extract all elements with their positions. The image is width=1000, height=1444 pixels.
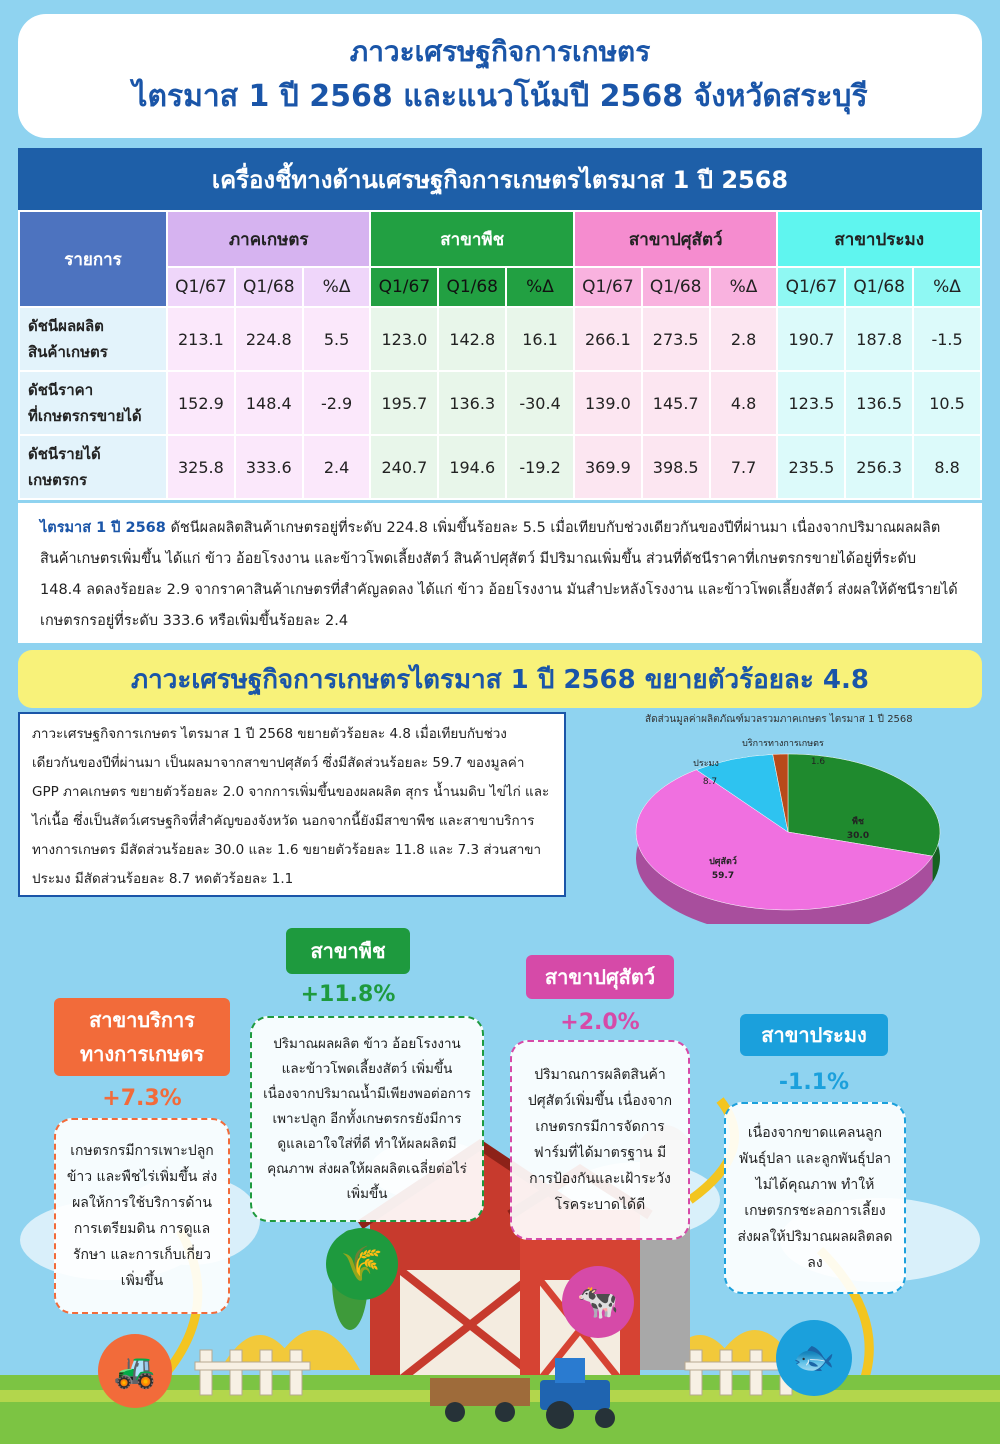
table-cell: 136.3: [438, 371, 506, 435]
group-header-crop: สาขาพืช: [370, 211, 573, 267]
table-cell: 123.0: [370, 307, 438, 371]
summary-body: ดัชนีผลผลิตสินค้าเกษตรอยู่ที่ระดับ 224.8 เพิ่มขึ้นร้อยละ 5.5 เมื่อเทียบกับช่วงเดียวกันของปีที่ผ่านมา เนื่องจากปริมาณผลผลิตสินค้าเกษตรเพิ่มขึ้น ได้แก่ ข้าว อ้อยโรงงาน และข้าวโพดเลี้ยงสัตว์ สินค้าปศุสัตว์ มีปริมาณเพิ่มขึ้น ส่วนที่ดัชนีราคาที่เกษตรกรขายได้อยู่ที่ระดับ 148.4 ลดลงร้อยละ 2.9 จากราคาสินค้าเกษตรที่สำคัญลดลง ได้แก่ ข้าว อ้อยโรงงาน มันสำปะหลังโรงงาน และข้าวโพดเลี้ยงสัตว์ ส่งผลให้ดัชนีรายได้เกษตรกรอยู่ที่ระดับ 333.6 หรือเพิ่มขึ้นร้อยละ 2.4: [40, 520, 958, 629]
pie-label-value-3: 1.6: [810, 757, 826, 767]
subcol-0-0: Q1/67: [167, 267, 235, 307]
subcol-2-0: Q1/67: [574, 267, 642, 307]
row-label-line1: ดัชนีผลผลิต: [28, 317, 104, 335]
table-cell: 187.8: [845, 307, 913, 371]
table-cell: 10.5: [913, 371, 981, 435]
pie-chart: [628, 724, 948, 924]
title-box: [18, 14, 982, 138]
table-cell: 190.7: [777, 307, 845, 371]
table-cell: 398.5: [642, 435, 710, 499]
sector-crop-label: สาขาพืช: [286, 928, 410, 974]
summary-lead: ไตรมาส 1 ปี 2568: [40, 520, 166, 536]
sector-service-card: เกษตรกรมีการเพาะปลูกข้าว และพืชไร่เพิ่มขึ้น ส่งผลให้การใช้บริการด้านการเตรียมดิน การดูแลรักษา และการเก็บเกี่ยวเพิ่มขึ้น: [54, 1118, 230, 1314]
gpp-paragraph: ภาวะเศรษฐกิจการเกษตร ไตรมาส 1 ปี 2568 ขยายตัวร้อยละ 4.8 เมื่อเทียบกับช่วงเดียวกันของปีที่ผ่านมา เป็นผลมาจากสาขาปศุสัตว์ ซึ่งมีสัดส่วนร้อยละ 59.7 ของมูลค่า GPP ภาคเกษตร ขยายตัวร้อยละ 2.0 จากการเพิ่มขึ้นของผลผลิต สุกร น้ำนมดิบ ไข่ไก่ และไก่เนื้อ ซึ่งเป็นสัตว์เศรษฐกิจที่สำคัญของจังหวัด นอกจากนี้ยังมีสาขาพืช และสาขาบริการทางการเกษตร มีสัดส่วนร้อยละ 30.0 และ 1.6 ขยายตัวร้อยละ 11.8 และ 7.3 ส่วนสาขาประมง มีสัดส่วนร้อยละ 8.7 หดตัวร้อยละ 1.1: [18, 712, 566, 897]
table-cell: 256.3: [845, 435, 913, 499]
row-label: [19, 435, 167, 499]
table-cell: 2.8: [710, 307, 778, 371]
table-cell: 123.5: [777, 371, 845, 435]
sector-fishery-label: สาขาประมง: [740, 1014, 888, 1056]
table-cell: 213.1: [167, 307, 235, 371]
row-label: [19, 307, 167, 371]
summary-text: [18, 503, 982, 643]
subcol-0-1: Q1/68: [235, 267, 303, 307]
sector-livestock-label: สาขาปศุสัตว์: [526, 955, 674, 999]
pie-label-value-0: 30.0: [846, 831, 870, 841]
subcol-1-1: Q1/68: [438, 267, 506, 307]
indicator-heading: เครื่องชี้ทางด้านเศรษฐกิจการเกษตรไตรมาส 1 ปี 2568: [18, 148, 982, 210]
pie-label-name-1: ปศุสัตว์: [709, 857, 737, 867]
row-label-line2: เกษตรกร: [28, 471, 88, 489]
pie-label-name-3: บริการทางการเกษตร: [742, 739, 824, 749]
indicator-table: [18, 210, 982, 500]
table-cell: 224.8: [235, 307, 303, 371]
gpp-banner: ภาวะเศรษฐกิจการเกษตรไตรมาส 1 ปี 2568 ขยายตัวร้อยละ 4.8: [18, 650, 982, 708]
subcol-3-2: %Δ: [913, 267, 981, 307]
table-cell: 8.8: [913, 435, 981, 499]
table-row: [19, 371, 981, 435]
subcol-3-1: Q1/68: [845, 267, 913, 307]
pie-label-name-0: พืช: [851, 817, 865, 827]
subcol-3-0: Q1/67: [777, 267, 845, 307]
table-cell: 273.5: [642, 307, 710, 371]
table-cell: 325.8: [167, 435, 235, 499]
table-cell: 4.8: [710, 371, 778, 435]
sector-fishery-change: -1.1%: [778, 1070, 850, 1095]
table-cell: 142.8: [438, 307, 506, 371]
table-cell: 195.7: [370, 371, 438, 435]
table-cell: 139.0: [574, 371, 642, 435]
table-cell: 5.5: [303, 307, 371, 371]
group-header-fishery: สาขาประมง: [777, 211, 981, 267]
table-row: [19, 435, 981, 499]
table-cell: 333.6: [235, 435, 303, 499]
table-cell: 145.7: [642, 371, 710, 435]
sector-crop-change: +11.8%: [300, 982, 396, 1007]
row-label-line1: ดัชนีรายได้: [28, 445, 101, 463]
row-label-line2: ที่เกษตรกรขายได้: [28, 407, 142, 425]
table-cell: 194.6: [438, 435, 506, 499]
tractor-icon: 🚜: [98, 1334, 172, 1408]
subcol-2-1: Q1/68: [642, 267, 710, 307]
pie-title: สัดส่วนมูลค่าผลิตภัณฑ์มวลรวมภาคเกษตร ไตรมาส 1 ปี 2568: [645, 714, 913, 725]
table-cell: 369.9: [574, 435, 642, 499]
table-cell: 148.4: [235, 371, 303, 435]
table-row: [19, 307, 981, 371]
table-cell: 136.5: [845, 371, 913, 435]
subcol-1-0: Q1/67: [370, 267, 438, 307]
sector-service-label: [54, 998, 230, 1076]
cow-icon: 🐄: [562, 1266, 634, 1338]
sector-service-name2: ทางการเกษตร: [79, 1042, 205, 1066]
row-label: [19, 371, 167, 435]
sector-crop-card: ปริมาณผลผลิต ข้าว อ้อยโรงงาน และข้าวโพดเลี้ยงสัตว์ เพิ่มขึ้น เนื่องจากปริมาณน้ำมีเพียงพอต่อการเพาะปลูก อีกทั้งเกษตรกรยังมีการดูแลเอาใจใส่ที่ดี ทำให้ผลผลิตมีคุณภาพ ส่งผลให้ผลผลิตเฉลี่ยต่อไร่เพิ่มขึ้น: [250, 1016, 484, 1222]
subcol-2-2: %Δ: [710, 267, 778, 307]
pie-label-name-2: ประมง: [693, 759, 719, 769]
table-cell: 266.1: [574, 307, 642, 371]
table-cell: 2.4: [303, 435, 371, 499]
wheat-icon: 🌾: [326, 1228, 398, 1300]
table-cell: 152.9: [167, 371, 235, 435]
table-cell: 235.5: [777, 435, 845, 499]
table-cell: 16.1: [506, 307, 574, 371]
page-subtitle: ไตรมาส 1 ปี 2568 และแนวโน้มปี 2568 จังหวัดสระบุรี: [132, 79, 868, 114]
table-cell: -2.9: [303, 371, 371, 435]
subcol-0-2: %Δ: [303, 267, 371, 307]
row-label-line1: ดัชนีราคา: [28, 381, 94, 399]
table-cell: 240.7: [370, 435, 438, 499]
sector-service-name1: สาขาบริการ: [89, 1008, 195, 1032]
row-label-line2: สินค้าเกษตร: [28, 343, 108, 361]
sector-fishery-card: เนื่องจากขาดแคลนลูกพันธุ์ปลา และลูกพันธุ์ปลาไม่ได้คุณภาพ ทำให้เกษตรกรชะลอการเลี้ยง ส่งผลให้ปริมาณผลผลิตลดลง: [724, 1102, 906, 1294]
group-header-livestock: สาขาปศุสัตว์: [574, 211, 777, 267]
pie-label-value-1: 59.7: [711, 871, 735, 881]
sector-livestock-card: ปริมาณการผลิตสินค้าปศุสัตว์เพิ่มขึ้น เนื่องจากเกษตรกรมีการจัดการฟาร์มที่ได้มาตรฐาน มีการป้องกันและเฝ้าระวังโรคระบาดได้ดี: [510, 1040, 690, 1240]
table-cell: 7.7: [710, 435, 778, 499]
subcol-1-2: %Δ: [506, 267, 574, 307]
page-title: ภาวะเศรษฐกิจการเกษตร: [349, 35, 651, 68]
group-header-agri: ภาคเกษตร: [167, 211, 370, 267]
fish-icon: 🐟: [776, 1320, 852, 1396]
table-cell: -1.5: [913, 307, 981, 371]
item-header: รายการ: [19, 211, 167, 307]
table-cell: -19.2: [506, 435, 574, 499]
table-cell: -30.4: [506, 371, 574, 435]
sector-livestock-change: +2.0%: [560, 1010, 640, 1035]
pie-label-value-2: 8.7: [702, 777, 718, 787]
sector-service-change: +7.3%: [102, 1086, 182, 1111]
